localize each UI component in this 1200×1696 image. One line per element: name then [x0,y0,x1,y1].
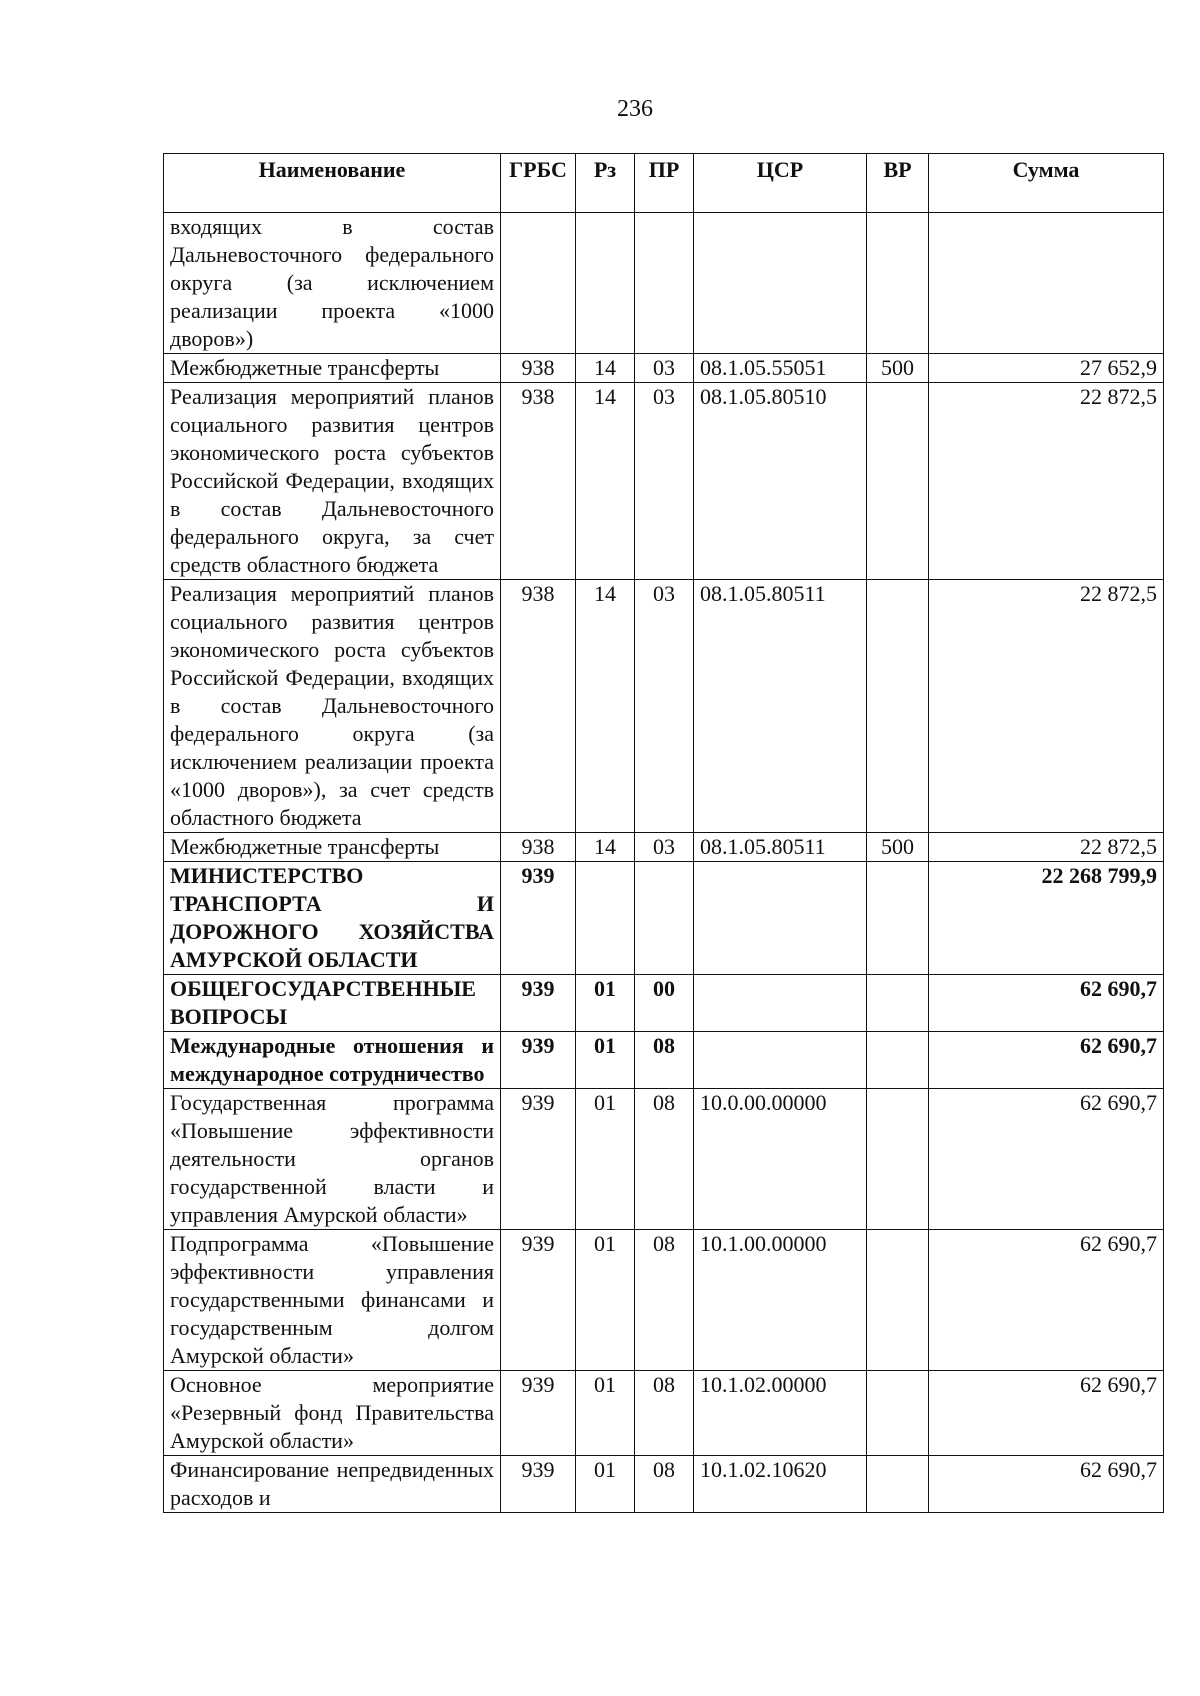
table-body [164,213,1164,1513]
cell-pr [635,213,694,354]
cell-name: Государственная программа «Повышение эффективности деятельности органов государственной власти и управления Амурской области» [164,1089,501,1230]
cell-vr [867,383,929,580]
cell-name: Финансирование непредвиденных расходов и [164,1456,501,1513]
cell-grbs: 938 [501,383,576,580]
page-number: 236 [617,96,653,122]
cell-csr: 08.1.05.55051 [694,354,867,383]
header-vr: ВР [867,154,929,213]
cell-csr [694,862,867,975]
cell-rz: 14 [576,383,635,580]
table-header-row [164,154,1164,213]
table-row [164,354,1164,383]
cell-grbs: 938 [501,580,576,833]
cell-vr: 500 [867,354,929,383]
table-row [164,1032,1164,1089]
cell-vr [867,1089,929,1230]
cell-vr: 500 [867,833,929,862]
table-row [164,833,1164,862]
cell-sum: 22 268 799,9 [929,862,1164,975]
cell-name: Реализация мероприятий планов социального развития центров экономического роста субъектов Российской Федерации, входящих в состав Дальневосточного федерального округа, за счет средств областного бюджета [164,383,501,580]
cell-grbs: 939 [501,1089,576,1230]
cell-vr [867,1032,929,1089]
cell-pr: 08 [635,1456,694,1513]
cell-name: Межбюджетные трансферты [164,833,501,862]
cell-rz: 01 [576,1456,635,1513]
cell-sum [929,213,1164,354]
cell-sum: 62 690,7 [929,1456,1164,1513]
cell-rz: 01 [576,1230,635,1371]
table-row [164,383,1164,580]
cell-sum: 62 690,7 [929,1032,1164,1089]
cell-pr: 08 [635,1371,694,1456]
cell-pr: 08 [635,1089,694,1230]
cell-csr: 10.0.00.00000 [694,1089,867,1230]
cell-grbs: 938 [501,833,576,862]
header-sum: Сумма [929,154,1164,213]
table-row [164,1456,1164,1513]
cell-sum: 22 872,5 [929,833,1164,862]
cell-pr: 08 [635,1032,694,1089]
cell-csr: 08.1.05.80510 [694,383,867,580]
cell-pr: 08 [635,1230,694,1371]
header-name: Наименование [164,154,501,213]
cell-name: МИНИСТЕРСТВО ТРАНСПОРТА И ДОРОЖНОГО ХОЗЯЙСТВА АМУРСКОЙ ОБЛАСТИ [164,862,501,975]
cell-rz: 14 [576,580,635,833]
header-rz: Рз [576,154,635,213]
cell-rz: 01 [576,1371,635,1456]
cell-name: Международные отношения и международное сотрудничество [164,1032,501,1089]
budget-table [163,153,1164,1513]
cell-grbs: 939 [501,1032,576,1089]
cell-name: входящих в состав Дальневосточного федерального округа (за исключением реализации проекта «1000 дворов») [164,213,501,354]
cell-vr [867,213,929,354]
cell-grbs: 939 [501,975,576,1032]
table-row [164,975,1164,1032]
cell-name: ОБЩЕГОСУДАРСТВЕННЫЕ ВОПРОСЫ [164,975,501,1032]
cell-csr: 10.1.00.00000 [694,1230,867,1371]
cell-rz [576,862,635,975]
table-row [164,1230,1164,1371]
cell-pr: 03 [635,580,694,833]
cell-csr [694,1032,867,1089]
cell-sum: 62 690,7 [929,1371,1164,1456]
cell-vr [867,862,929,975]
cell-sum: 22 872,5 [929,580,1164,833]
cell-sum: 62 690,7 [929,1089,1164,1230]
cell-vr [867,1456,929,1513]
cell-grbs: 938 [501,354,576,383]
cell-name: Основное мероприятие «Резервный фонд Правительства Амурской области» [164,1371,501,1456]
cell-rz: 01 [576,1089,635,1230]
cell-name: Подпрограмма «Повышение эффективности управления государственными финансами и государственным долгом Амурской области» [164,1230,501,1371]
cell-grbs: 939 [501,1230,576,1371]
cell-pr: 03 [635,383,694,580]
cell-grbs: 939 [501,862,576,975]
cell-rz [576,213,635,354]
table-row [164,862,1164,975]
cell-rz: 14 [576,833,635,862]
cell-grbs: 939 [501,1456,576,1513]
cell-rz: 01 [576,975,635,1032]
table-row [164,1371,1164,1456]
cell-name: Межбюджетные трансферты [164,354,501,383]
table-row [164,213,1164,354]
header-pr: ПР [635,154,694,213]
cell-csr: 08.1.05.80511 [694,833,867,862]
cell-csr: 08.1.05.80511 [694,580,867,833]
cell-vr [867,1230,929,1371]
cell-sum: 22 872,5 [929,383,1164,580]
cell-name: Реализация мероприятий планов социального развития центров экономического роста субъектов Российской Федерации, входящих в состав Дальневосточного федерального округа (за исключением реализации проекта «1000 дворов»), за счет средств областного бюджета [164,580,501,833]
header-csr: ЦСР [694,154,867,213]
cell-sum: 62 690,7 [929,975,1164,1032]
cell-pr: 03 [635,833,694,862]
table-row [164,580,1164,833]
cell-sum: 62 690,7 [929,1230,1164,1371]
header-grbs: ГРБС [501,154,576,213]
cell-pr: 00 [635,975,694,1032]
cell-csr: 10.1.02.10620 [694,1456,867,1513]
cell-pr [635,862,694,975]
cell-pr: 03 [635,354,694,383]
cell-csr [694,213,867,354]
cell-rz: 01 [576,1032,635,1089]
cell-csr: 10.1.02.00000 [694,1371,867,1456]
cell-rz: 14 [576,354,635,383]
cell-sum: 27 652,9 [929,354,1164,383]
cell-csr [694,975,867,1032]
cell-grbs: 939 [501,1371,576,1456]
cell-vr [867,580,929,833]
table-row [164,1089,1164,1230]
cell-grbs [501,213,576,354]
cell-vr [867,1371,929,1456]
cell-vr [867,975,929,1032]
